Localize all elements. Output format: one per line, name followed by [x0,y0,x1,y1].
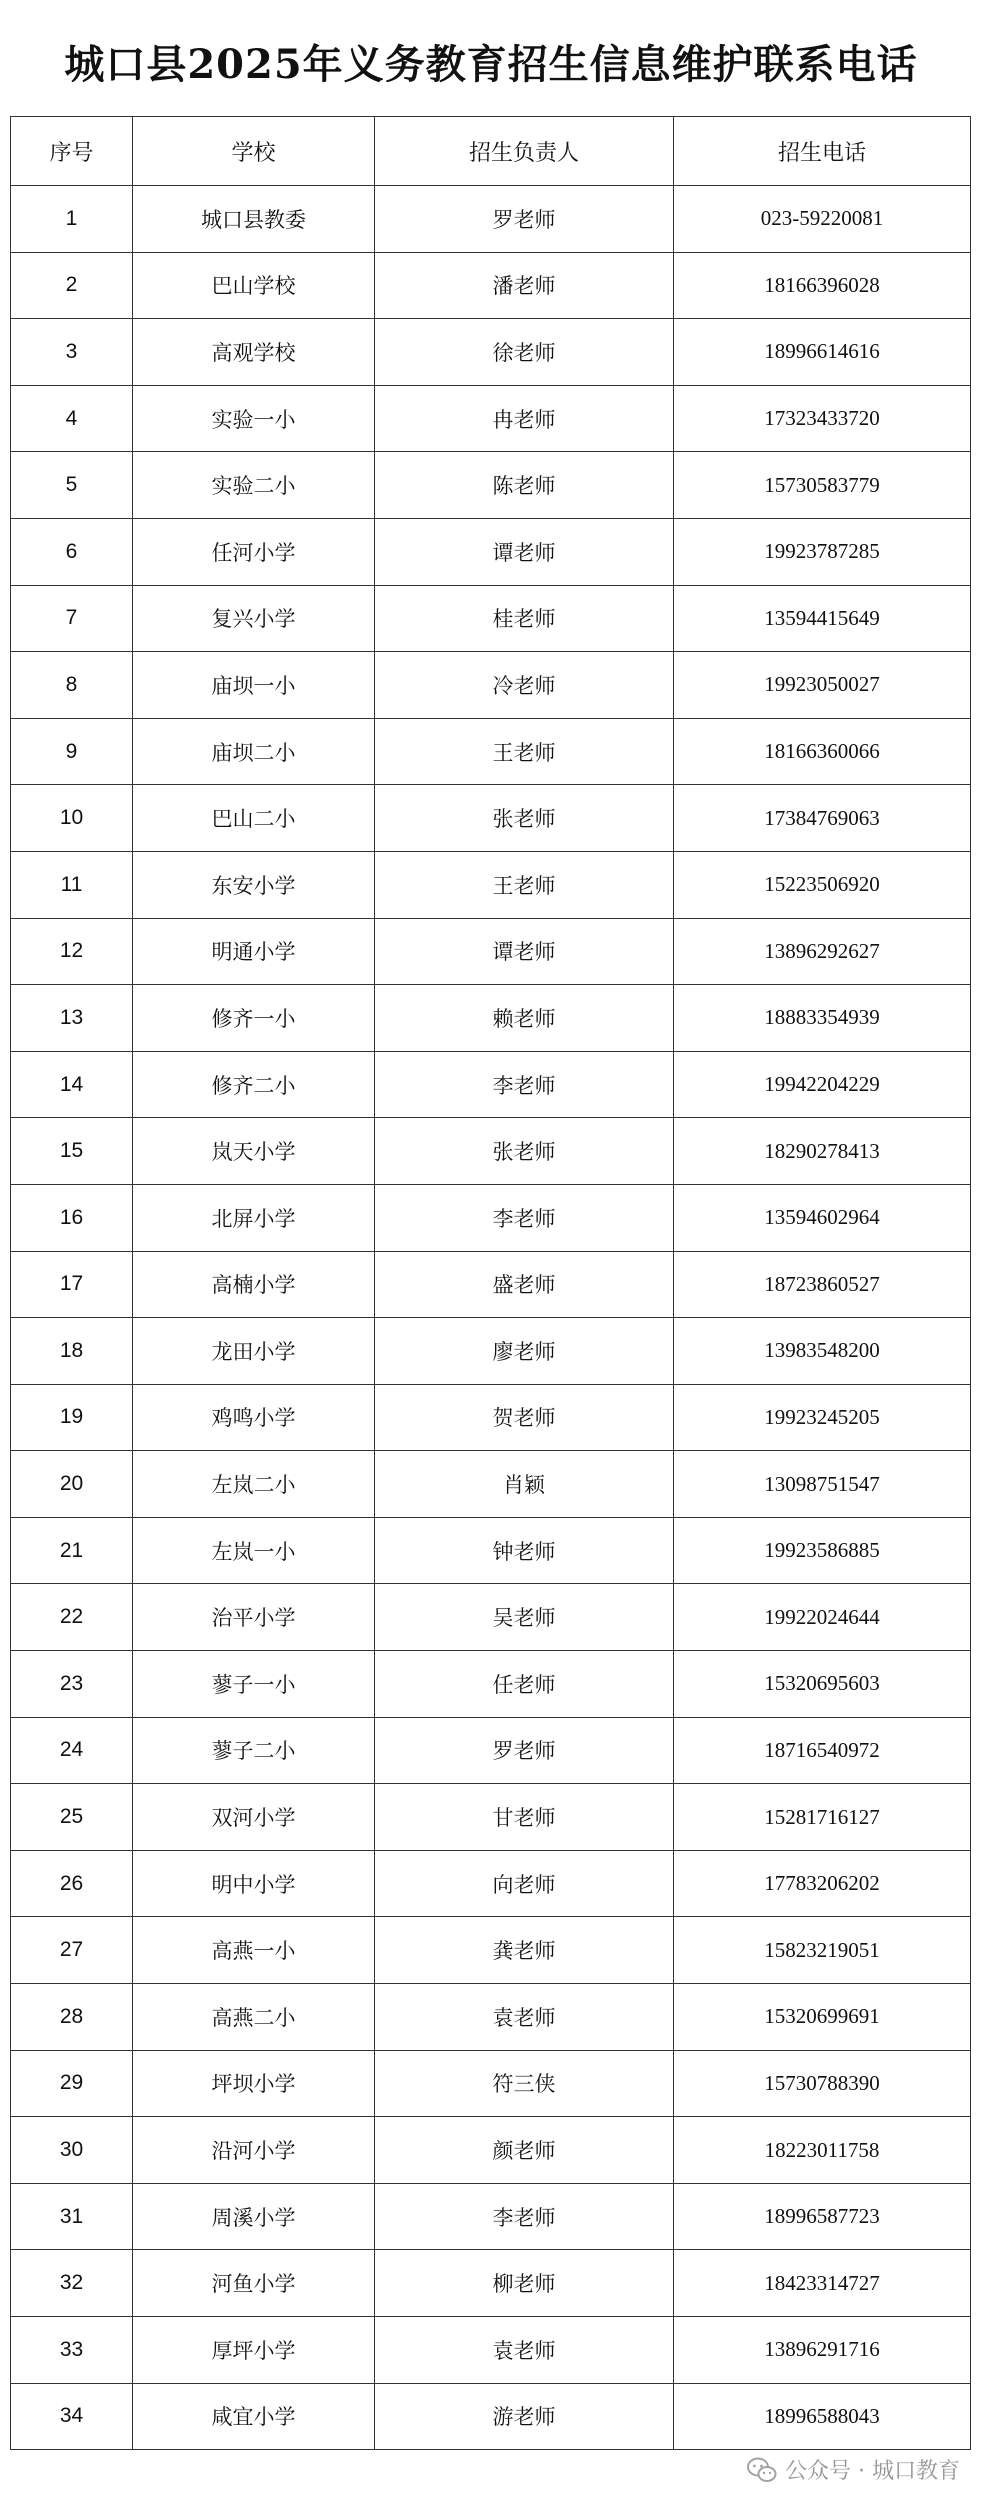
school-name: 蓼子二小 [133,1717,375,1784]
row-number: 10 [11,785,133,852]
phone-number: 18996614616 [674,319,971,386]
phone-number: 19923245205 [674,1384,971,1451]
table-header-row [11,117,971,186]
row-number: 31 [11,2183,133,2250]
phone-number: 19922024644 [674,1584,971,1651]
phone-number: 18996588043 [674,2383,971,2450]
school-name: 实验一小 [133,385,375,452]
row-number: 3 [11,319,133,386]
phone-number: 15320699691 [674,1984,971,2051]
phone-number: 18166396028 [674,252,971,319]
contact-person: 向老师 [375,1850,674,1917]
wechat-icon [747,2457,777,2483]
row-number: 17 [11,1251,133,1318]
contact-person: 冷老师 [375,652,674,719]
school-name: 河鱼小学 [133,2250,375,2317]
header-school: 学校 [133,117,375,186]
contact-person: 吴老师 [375,1584,674,1651]
phone-number: 15223506920 [674,851,971,918]
row-number: 12 [11,918,133,985]
phone-number: 18723860527 [674,1251,971,1318]
watermark-text: 公众号 · 城口教育 [785,2459,960,2484]
school-name: 修齐二小 [133,1051,375,1118]
table-row [11,518,971,585]
contact-person: 谭老师 [375,918,674,985]
school-name: 高燕一小 [133,1917,375,1984]
school-name: 高燕二小 [133,1984,375,2051]
row-number: 34 [11,2383,133,2450]
contact-person: 肖颖 [375,1451,674,1518]
contact-person: 龚老师 [375,1917,674,1984]
phone-number: 13896291716 [674,2317,971,2384]
school-name: 巴山学校 [133,252,375,319]
school-name: 复兴小学 [133,585,375,652]
school-name: 高观学校 [133,319,375,386]
table-row [11,1384,971,1451]
table-row [11,1051,971,1118]
table-row [11,2117,971,2184]
contact-person: 张老师 [375,785,674,852]
table-row [11,1917,971,1984]
table-row [11,2383,971,2450]
table-row [11,1584,971,1651]
school-name: 高楠小学 [133,1251,375,1318]
school-name: 沿河小学 [133,2117,375,2184]
school-name: 庙坝二小 [133,718,375,785]
table-row [11,718,971,785]
phone-number: 19942204229 [674,1051,971,1118]
contact-person: 柳老师 [375,2250,674,2317]
contact-person: 张老师 [375,1118,674,1185]
row-number: 30 [11,2117,133,2184]
phone-number: 15730788390 [674,2050,971,2117]
phone-number: 18166360066 [674,718,971,785]
table-row [11,1784,971,1851]
header-contact-person: 招生负责人 [375,117,674,186]
school-name: 城口县教委 [133,186,375,253]
school-name: 厚坪小学 [133,2317,375,2384]
contact-person: 罗老师 [375,1717,674,1784]
school-name: 双河小学 [133,1784,375,1851]
table-row [11,2317,971,2384]
contact-person: 游老师 [375,2383,674,2450]
phone-number: 18883354939 [674,985,971,1052]
row-number: 5 [11,452,133,519]
phone-number: 17783206202 [674,1850,971,1917]
table-row [11,1184,971,1251]
table-row [11,2050,971,2117]
contact-person: 袁老师 [375,2317,674,2384]
contact-person: 廖老师 [375,1318,674,1385]
page-title: 城口县2025年义务教育招生信息维护联系电话 [64,40,918,88]
table-row [11,252,971,319]
school-name: 坪坝小学 [133,2050,375,2117]
row-number: 14 [11,1051,133,1118]
contact-person: 贺老师 [375,1384,674,1451]
row-number: 32 [11,2250,133,2317]
school-name: 任河小学 [133,518,375,585]
row-number: 23 [11,1651,133,1718]
phone-number: 19923787285 [674,518,971,585]
phone-number: 18996587723 [674,2183,971,2250]
table-row [11,1451,971,1518]
phone-number: 18423314727 [674,2250,971,2317]
table-row [11,186,971,253]
table-row [11,785,971,852]
school-name: 龙田小学 [133,1318,375,1385]
contact-person: 潘老师 [375,252,674,319]
phone-number: 17384769063 [674,785,971,852]
table-body [11,186,971,2450]
row-number: 19 [11,1384,133,1451]
row-number: 24 [11,1717,133,1784]
school-name: 鸡鸣小学 [133,1384,375,1451]
phone-number: 13983548200 [674,1318,971,1385]
table-row [11,985,971,1052]
phone-number: 19923586885 [674,1517,971,1584]
contact-person: 符三侠 [375,2050,674,2117]
school-name: 东安小学 [133,851,375,918]
school-name: 周溪小学 [133,2183,375,2250]
header-phone: 招生电话 [674,117,971,186]
school-name: 蓼子一小 [133,1651,375,1718]
watermark [747,2454,960,2485]
contact-person: 徐老师 [375,319,674,386]
contact-person: 李老师 [375,1184,674,1251]
row-number: 4 [11,385,133,452]
school-name: 岚天小学 [133,1118,375,1185]
table-row [11,452,971,519]
contact-person: 王老师 [375,718,674,785]
contact-person: 李老师 [375,2183,674,2250]
school-name: 北屏小学 [133,1184,375,1251]
contact-person: 袁老师 [375,1984,674,2051]
row-number: 16 [11,1184,133,1251]
row-number: 33 [11,2317,133,2384]
table-row [11,1717,971,1784]
row-number: 22 [11,1584,133,1651]
contact-person: 罗老师 [375,186,674,253]
contact-person: 盛老师 [375,1251,674,1318]
row-number: 26 [11,1850,133,1917]
school-name: 修齐一小 [133,985,375,1052]
table-row [11,1251,971,1318]
row-number: 9 [11,718,133,785]
table-row [11,1118,971,1185]
phone-number: 13896292627 [674,918,971,985]
table-row [11,1984,971,2051]
table-row [11,918,971,985]
row-number: 1 [11,186,133,253]
contact-person: 钟老师 [375,1517,674,1584]
phone-number: 18290278413 [674,1118,971,1185]
school-name: 治平小学 [133,1584,375,1651]
contact-person: 任老师 [375,1651,674,1718]
school-name: 实验二小 [133,452,375,519]
contact-person: 冉老师 [375,385,674,452]
phone-number: 023-59220081 [674,186,971,253]
table-row [11,2250,971,2317]
school-name: 咸宜小学 [133,2383,375,2450]
table-row [11,585,971,652]
row-number: 15 [11,1118,133,1185]
contact-person: 陈老师 [375,452,674,519]
contact-person: 谭老师 [375,518,674,585]
phone-number: 13098751547 [674,1451,971,1518]
phone-number: 13594602964 [674,1184,971,1251]
row-number: 25 [11,1784,133,1851]
phone-number: 13594415649 [674,585,971,652]
row-number: 6 [11,518,133,585]
table-row [11,385,971,452]
row-number: 18 [11,1318,133,1385]
phone-number: 15320695603 [674,1651,971,1718]
table-row [11,1651,971,1718]
table-row [11,652,971,719]
school-name: 明通小学 [133,918,375,985]
school-name: 庙坝一小 [133,652,375,719]
row-number: 2 [11,252,133,319]
contact-person: 李老师 [375,1051,674,1118]
table-row [11,1517,971,1584]
contact-person: 甘老师 [375,1784,674,1851]
phone-number: 15823219051 [674,1917,971,1984]
contact-person: 颜老师 [375,2117,674,2184]
table-row [11,2183,971,2250]
row-number: 8 [11,652,133,719]
school-name: 明中小学 [133,1850,375,1917]
phone-number: 18223011758 [674,2117,971,2184]
contact-person: 赖老师 [375,985,674,1052]
phone-number: 15281716127 [674,1784,971,1851]
table-row [11,1318,971,1385]
table-row [11,1850,971,1917]
header-no: 序号 [11,117,133,186]
row-number: 29 [11,2050,133,2117]
phone-number: 15730583779 [674,452,971,519]
school-name: 巴山二小 [133,785,375,852]
row-number: 13 [11,985,133,1052]
row-number: 27 [11,1917,133,1984]
school-name: 左岚二小 [133,1451,375,1518]
table-row [11,319,971,386]
row-number: 7 [11,585,133,652]
row-number: 21 [11,1517,133,1584]
contact-person: 王老师 [375,851,674,918]
school-name: 左岚一小 [133,1517,375,1584]
phone-number: 18716540972 [674,1717,971,1784]
row-number: 20 [11,1451,133,1518]
phone-number: 17323433720 [674,385,971,452]
phone-number: 19923050027 [674,652,971,719]
row-number: 11 [11,851,133,918]
contact-table [10,116,971,2450]
table-row [11,851,971,918]
row-number: 28 [11,1984,133,2051]
contact-person: 桂老师 [375,585,674,652]
